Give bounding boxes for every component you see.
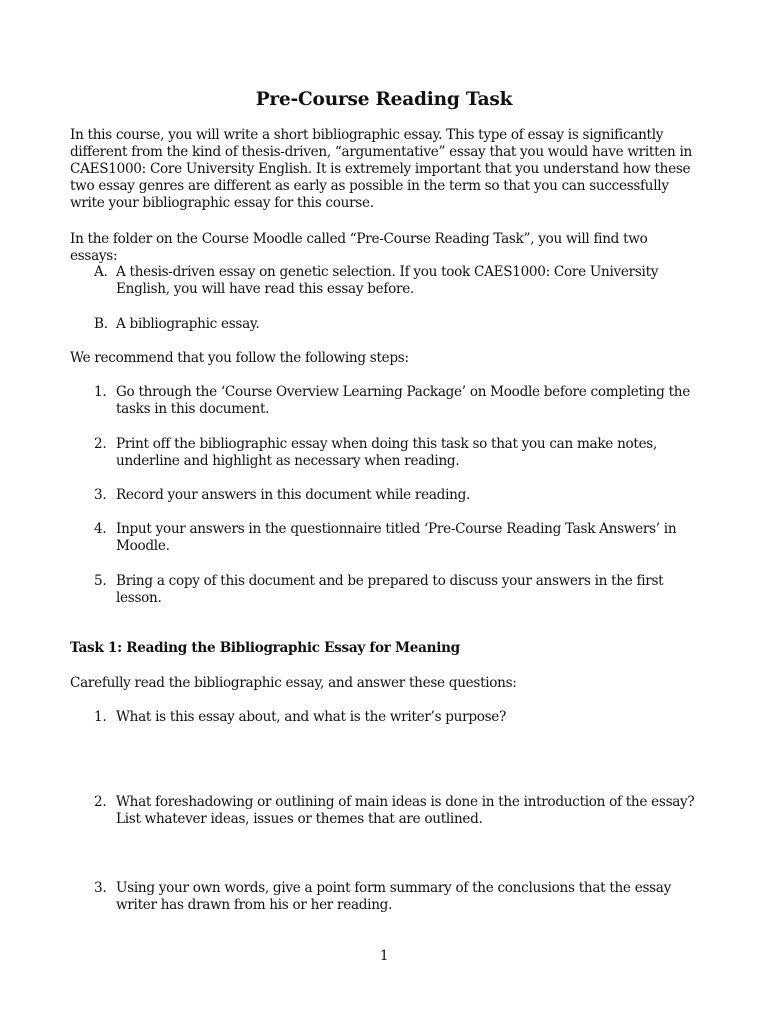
intro-paragraph: In this course, you will write a short bibliographic essay. This type of essay is significantly different from the kind of thesis-driven, “argumentative” essay that you would have written in CAES1000: Core University English. It is extremely important that you understand how these two essay genres are different as early as possible in the term so that you can successfully write your bibliographic essay for this course.	[70, 127, 692, 211]
step-marker: 3.	[94, 487, 107, 503]
step-marker: 2.	[94, 436, 107, 452]
question-text: What is this essay about, and what is the writer’s purpose?	[116, 709, 507, 725]
question-text: Using your own words, give a point form summary of the conclusions that the essay writer has drawn from his or her reading.	[116, 880, 671, 913]
step-item-3	[94, 487, 700, 504]
page-number: 1	[379, 948, 389, 964]
step-item-4	[94, 521, 700, 555]
question-marker: 1.	[94, 709, 107, 725]
step-marker: 5.	[94, 573, 107, 589]
task1-heading: Task 1: Reading the Bibliographic Essay for Meaning	[70, 640, 460, 656]
recommend-paragraph: We recommend that you follow the following steps:	[70, 350, 409, 366]
step-text: Bring a copy of this document and be prepared to discuss your answers in the first lesson.	[116, 573, 664, 606]
essay-item-a	[94, 264, 700, 298]
step-text: Input your answers in the questionnaire titled ‘Pre-Course Reading Task Answers’ in Moodle.	[116, 521, 677, 554]
task1-instructions: Carefully read the bibliographic essay, and answer these questions:	[70, 675, 517, 691]
essay-item-text: A thesis-driven essay on genetic selection. If you took CAES1000: Core University English, you will have read this essay before.	[116, 264, 659, 297]
question-item-2	[94, 794, 700, 828]
question-text: What foreshadowing or outlining of main ideas is done in the introduction of the essay? List whatever ideas, issues or themes that are outlined.	[116, 794, 695, 827]
step-text: Go through the ‘Course Overview Learning Package’ on Moodle before completing the tasks in this document.	[116, 384, 690, 417]
step-item-2	[94, 436, 700, 470]
question-item-1	[94, 709, 700, 726]
step-item-1	[94, 384, 700, 418]
essay-item-b	[94, 316, 700, 333]
question-marker: 3.	[94, 880, 107, 896]
essay-item-text: A bibliographic essay.	[116, 316, 260, 332]
step-marker: 1.	[94, 384, 107, 400]
step-marker: 4.	[94, 521, 107, 537]
essay-item-marker: B.	[94, 316, 108, 332]
question-item-3	[94, 880, 700, 914]
step-item-5	[94, 573, 700, 607]
step-text: Print off the bibliographic essay when doing this task so that you can make notes, underline and highlight as necessary when reading.	[116, 436, 658, 469]
question-marker: 2.	[94, 794, 107, 810]
page-title: Pre-Course Reading Task	[255, 89, 513, 110]
folder-paragraph: In the folder on the Course Moodle called “Pre-Course Reading Task”, you will find two essays:	[70, 231, 648, 264]
step-text: Record your answers in this document while reading.	[116, 487, 470, 503]
essay-item-marker: A.	[94, 264, 108, 280]
